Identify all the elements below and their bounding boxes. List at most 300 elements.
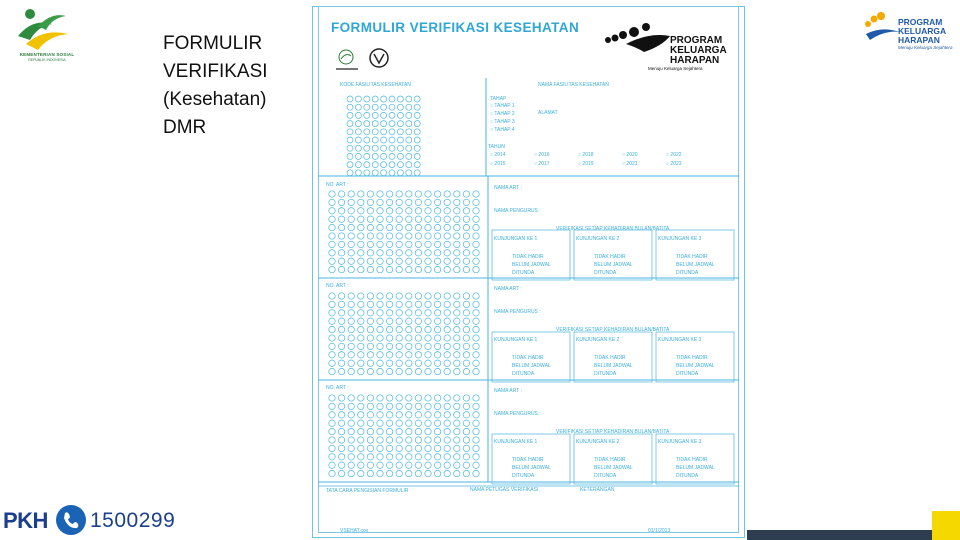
bubble — [329, 428, 335, 434]
bubble — [425, 216, 431, 222]
bubble — [338, 360, 344, 366]
bubble — [414, 112, 420, 118]
bubble — [347, 104, 353, 110]
bubble — [348, 241, 354, 247]
bubble — [425, 326, 431, 332]
status-option[interactable]: TIDAK HADIR — [676, 254, 708, 260]
bubble — [434, 420, 440, 426]
bubble — [473, 301, 479, 307]
kunjungan-label: KUNJUNGAN KE 3 — [658, 337, 702, 343]
form-program-logo — [604, 18, 734, 74]
bubble — [386, 470, 392, 476]
bubble — [444, 250, 450, 256]
status-option[interactable]: DITUNDA — [594, 270, 617, 276]
bubble — [406, 368, 412, 374]
bubble — [473, 352, 479, 358]
bubble — [358, 191, 364, 197]
bubble — [377, 208, 383, 214]
bubble — [425, 420, 431, 426]
bubble — [386, 233, 392, 239]
bubble — [358, 216, 364, 222]
pkh-right-line-2: KELUARGA — [898, 26, 947, 36]
program-emblem-icon — [604, 18, 674, 58]
bubble — [377, 437, 383, 443]
bubble — [415, 233, 421, 239]
status-option[interactable]: TIDAK HADIR — [676, 355, 708, 361]
bubble — [348, 208, 354, 214]
bubble — [367, 470, 373, 476]
bubble — [406, 153, 412, 159]
bubble — [372, 121, 378, 127]
status-option[interactable]: DITUNDA — [594, 371, 617, 377]
bubble — [425, 403, 431, 409]
status-option[interactable]: BELUM JADWAL — [512, 363, 551, 369]
bubble — [329, 318, 335, 324]
status-option[interactable]: DITUNDA — [676, 473, 699, 479]
bubble — [358, 326, 364, 332]
status-option[interactable]: BELUM JADWAL — [676, 465, 715, 471]
bubble — [329, 445, 335, 451]
bubble — [425, 462, 431, 468]
bubble — [434, 310, 440, 316]
bubble — [348, 199, 354, 205]
bubble — [415, 360, 421, 366]
bubble — [454, 352, 460, 358]
bubble — [377, 360, 383, 366]
bubble — [414, 153, 420, 159]
status-option[interactable]: DITUNDA — [512, 473, 535, 479]
no-art-label: NO. ART : — [326, 283, 349, 289]
bubble — [377, 326, 383, 332]
bubble — [348, 437, 354, 443]
bubble — [396, 250, 402, 256]
bubble — [386, 326, 392, 332]
bubble — [329, 258, 335, 264]
bubble — [338, 293, 344, 299]
bubble — [473, 216, 479, 222]
bubble — [463, 470, 469, 476]
bubble — [389, 170, 395, 176]
bubble — [444, 395, 450, 401]
bubble — [415, 335, 421, 341]
bubble — [444, 224, 450, 230]
bubble — [415, 266, 421, 272]
status-option[interactable]: DITUNDA — [512, 270, 535, 276]
bubble — [377, 301, 383, 307]
bubble — [425, 199, 431, 205]
bubble — [396, 395, 402, 401]
bubble — [463, 352, 469, 358]
status-option[interactable]: DITUNDA — [594, 473, 617, 479]
bubble — [386, 293, 392, 299]
bubble — [454, 224, 460, 230]
bubble — [329, 233, 335, 239]
verifikasi-label: VERIFIKASI SETIAP KEHADIRAN BULAN/BATITA — [556, 429, 670, 435]
bubble — [454, 199, 460, 205]
bubble — [329, 199, 335, 205]
bubble — [415, 428, 421, 434]
bubble — [434, 224, 440, 230]
status-option[interactable]: TIDAK HADIR — [512, 457, 544, 463]
bubble — [364, 137, 370, 143]
bubble — [406, 428, 412, 434]
form-program-tagline: Menuju Keluarga Sejahtera — [648, 66, 703, 71]
bubble — [444, 462, 450, 468]
bubble — [358, 368, 364, 374]
bubble — [338, 412, 344, 418]
bubble — [414, 129, 420, 135]
bubble — [329, 403, 335, 409]
bubble — [463, 199, 469, 205]
bubble — [396, 208, 402, 214]
bubble — [406, 241, 412, 247]
bubble — [463, 224, 469, 230]
bubble — [415, 368, 421, 374]
bubble — [381, 96, 387, 102]
bubble — [329, 454, 335, 460]
bubble — [358, 310, 364, 316]
bubble — [414, 121, 420, 127]
bubble — [396, 224, 402, 230]
kunjungan-label: KUNJUNGAN KE 2 — [576, 439, 620, 445]
status-option[interactable]: DITUNDA — [512, 371, 535, 377]
bubble — [348, 293, 354, 299]
bubble — [377, 318, 383, 324]
pkh-right-tagline: Menuju Keluarga Sejahtera — [898, 45, 953, 50]
form-title: FORMULIR VERIFIKASI KESEHATAN — [331, 20, 580, 35]
bubble — [415, 395, 421, 401]
bubble — [386, 360, 392, 366]
bubble — [367, 224, 373, 230]
status-option[interactable]: TIDAK HADIR — [594, 254, 626, 260]
bubble — [473, 437, 479, 443]
status-option[interactable]: TIDAK HADIR — [594, 355, 626, 361]
bubble — [414, 170, 420, 176]
bubble — [434, 326, 440, 332]
bubble — [389, 104, 395, 110]
bubble — [425, 293, 431, 299]
bubble — [415, 301, 421, 307]
bubble — [406, 208, 412, 214]
bubble — [381, 145, 387, 151]
tahun-options: ○ 2014 ○ 2015 ○ 2016 ○ 2017 ○ 2018 ○ 2019 ○ 2020 ○ 2021 ○ 2022 ○ 2023 — [490, 152, 682, 167]
bubble — [434, 216, 440, 222]
bubble — [444, 258, 450, 264]
nama-fasilitas-label: NAMA FASILITAS KESEHATAN — [538, 82, 609, 88]
bubble — [406, 170, 412, 176]
bubble — [377, 470, 383, 476]
bubble — [377, 352, 383, 358]
bubble — [338, 395, 344, 401]
status-option[interactable]: TIDAK HADIR — [594, 457, 626, 463]
bubble — [348, 233, 354, 239]
bubble — [397, 153, 403, 159]
bubble — [415, 343, 421, 349]
bubble — [329, 462, 335, 468]
bubble — [425, 437, 431, 443]
bubble — [454, 470, 460, 476]
bubble — [367, 208, 373, 214]
bubble — [358, 250, 364, 256]
bubble — [473, 462, 479, 468]
bubble — [358, 258, 364, 264]
bubble — [415, 258, 421, 264]
bubble — [377, 445, 383, 451]
bubble — [463, 258, 469, 264]
bubble — [454, 326, 460, 332]
status-option[interactable]: BELUM JADWAL — [512, 465, 551, 471]
bubble — [381, 129, 387, 135]
bubble — [338, 335, 344, 341]
bubble — [415, 216, 421, 222]
form-program-line-2: KELUARGA — [670, 45, 727, 56]
bubble — [364, 96, 370, 102]
bubble — [377, 191, 383, 197]
bubble — [396, 335, 402, 341]
bubble — [329, 241, 335, 247]
tahap-option[interactable]: ○ TAHAP 1 — [490, 103, 515, 109]
bubble — [367, 266, 373, 272]
bubble — [372, 137, 378, 143]
bubble — [396, 437, 402, 443]
bubble — [444, 208, 450, 214]
bubble — [364, 145, 370, 151]
status-option[interactable]: BELUM JADWAL — [512, 262, 551, 268]
bubble — [329, 360, 335, 366]
bubble — [406, 462, 412, 468]
bubble — [463, 462, 469, 468]
bubble — [386, 241, 392, 247]
bubble — [473, 266, 479, 272]
bubble — [386, 250, 392, 256]
bubble — [364, 129, 370, 135]
bubble — [473, 258, 479, 264]
bubble — [377, 403, 383, 409]
status-option[interactable]: BELUM JADWAL — [594, 363, 633, 369]
bubble — [355, 129, 361, 135]
bubble — [396, 454, 402, 460]
bubble — [338, 420, 344, 426]
bubble — [434, 343, 440, 349]
bubble — [425, 310, 431, 316]
bubble — [454, 437, 460, 443]
bubble — [338, 266, 344, 272]
bubble — [425, 335, 431, 341]
bubble — [473, 224, 479, 230]
bubble — [406, 403, 412, 409]
bubble — [348, 368, 354, 374]
bubble — [348, 352, 354, 358]
bubble — [406, 335, 412, 341]
bubble — [406, 420, 412, 426]
bubble — [415, 326, 421, 332]
bubble — [355, 170, 361, 176]
bubble — [444, 241, 450, 247]
status-option[interactable]: DITUNDA — [676, 270, 699, 276]
bubble — [367, 343, 373, 349]
bubble — [444, 360, 450, 366]
bubble — [434, 462, 440, 468]
bubble — [386, 403, 392, 409]
bubble — [386, 445, 392, 451]
bubble — [463, 216, 469, 222]
status-option[interactable]: DITUNDA — [676, 371, 699, 377]
bubble — [372, 153, 378, 159]
bubble — [396, 293, 402, 299]
bubble — [396, 420, 402, 426]
bubble — [367, 191, 373, 197]
bubble — [414, 96, 420, 102]
bubble — [397, 121, 403, 127]
bubble — [348, 470, 354, 476]
bubble — [415, 208, 421, 214]
bubble — [386, 310, 392, 316]
status-option[interactable]: TIDAK HADIR — [676, 457, 708, 463]
bubble — [367, 412, 373, 418]
kemensos-logo — [8, 6, 78, 64]
kunjungan-label: KUNJUNGAN KE 1 — [494, 337, 538, 343]
bubble — [347, 170, 353, 176]
bubble — [454, 258, 460, 264]
bubble — [358, 343, 364, 349]
bubble — [444, 335, 450, 341]
form-emblems-icon — [334, 46, 394, 74]
bubble — [358, 437, 364, 443]
bubble — [434, 191, 440, 197]
bubble — [425, 352, 431, 358]
bubble — [473, 326, 479, 332]
bubble — [367, 437, 373, 443]
hotline-brand: PKH — [3, 508, 48, 533]
status-option[interactable]: BELUM JADWAL — [676, 262, 715, 268]
bubble — [355, 137, 361, 143]
bubble — [454, 216, 460, 222]
tahap-option[interactable]: ○ TAHAP 2 — [490, 111, 515, 117]
bubble — [338, 310, 344, 316]
bubble — [406, 96, 412, 102]
bubble — [406, 266, 412, 272]
bubble — [377, 428, 383, 434]
bubble — [386, 266, 392, 272]
bubble — [425, 208, 431, 214]
pkh-right-line-3: HARAPAN — [898, 35, 940, 45]
bubble — [347, 121, 353, 127]
bubble — [463, 301, 469, 307]
status-option[interactable]: BELUM JADWAL — [594, 262, 633, 268]
bubble — [444, 233, 450, 239]
tahap-option[interactable]: ○ TAHAP 4 — [490, 127, 515, 133]
bubble — [329, 310, 335, 316]
bubble — [358, 420, 364, 426]
bubble — [415, 445, 421, 451]
bubble — [396, 368, 402, 374]
bubble — [389, 121, 395, 127]
bubble — [406, 199, 412, 205]
bubble — [414, 145, 420, 151]
bubble — [473, 360, 479, 366]
bubble — [381, 112, 387, 118]
slide-title-line-4: DMR — [163, 117, 207, 138]
bubble — [454, 191, 460, 197]
hotline-banner — [0, 504, 175, 536]
bubble — [396, 412, 402, 418]
bubble — [425, 241, 431, 247]
nama-art-label: NAMA ART : — [494, 286, 522, 292]
bubble — [338, 208, 344, 214]
status-option[interactable]: BELUM JADWAL — [676, 363, 715, 369]
bubble — [367, 293, 373, 299]
bubble — [338, 250, 344, 256]
bubble — [444, 470, 450, 476]
bubble — [396, 343, 402, 349]
bubble — [348, 301, 354, 307]
bubble — [454, 343, 460, 349]
bubble — [473, 293, 479, 299]
tahap-option[interactable]: ○ TAHAP 3 — [490, 119, 515, 125]
form-program-line-3: HARAPAN — [670, 55, 720, 66]
status-option[interactable]: TIDAK HADIR — [512, 254, 544, 260]
bubble — [425, 454, 431, 460]
bubble — [329, 250, 335, 256]
bubble — [358, 395, 364, 401]
bubble — [444, 191, 450, 197]
bubble — [434, 318, 440, 324]
bubble — [358, 208, 364, 214]
bubble — [389, 145, 395, 151]
bubble — [414, 162, 420, 168]
bubble — [386, 258, 392, 264]
bubble — [358, 233, 364, 239]
bubble — [463, 445, 469, 451]
bubble — [406, 104, 412, 110]
bubble — [425, 368, 431, 374]
bubble — [377, 412, 383, 418]
nama-pengurus-label: NAMA PENGURUS : — [494, 208, 541, 214]
bubble — [444, 368, 450, 374]
bubble — [377, 241, 383, 247]
alamat-label: ALAMAT — [538, 110, 558, 116]
bubble — [463, 437, 469, 443]
bubble — [338, 199, 344, 205]
bubble — [367, 420, 373, 426]
bubble — [348, 395, 354, 401]
verifikasi-label: VERIFIKASI SETIAP KEHADIRAN BULAN/BATITA — [556, 327, 670, 333]
bubble — [367, 454, 373, 460]
bubble — [367, 368, 373, 374]
bubble — [406, 437, 412, 443]
bubble — [463, 360, 469, 366]
bubble — [425, 343, 431, 349]
bubble — [329, 395, 335, 401]
bubble — [355, 112, 361, 118]
bubble — [348, 343, 354, 349]
bubble — [415, 420, 421, 426]
bubble — [434, 208, 440, 214]
bubble — [454, 412, 460, 418]
bubble — [406, 250, 412, 256]
bubble — [454, 293, 460, 299]
bubble — [463, 293, 469, 299]
bubble — [397, 137, 403, 143]
bubble — [372, 145, 378, 151]
bubble — [425, 470, 431, 476]
bubble — [406, 233, 412, 239]
status-option[interactable]: BELUM JADWAL — [594, 465, 633, 471]
bubble — [358, 318, 364, 324]
bubble — [367, 445, 373, 451]
bubble — [329, 437, 335, 443]
status-option[interactable]: TIDAK HADIR — [512, 355, 544, 361]
